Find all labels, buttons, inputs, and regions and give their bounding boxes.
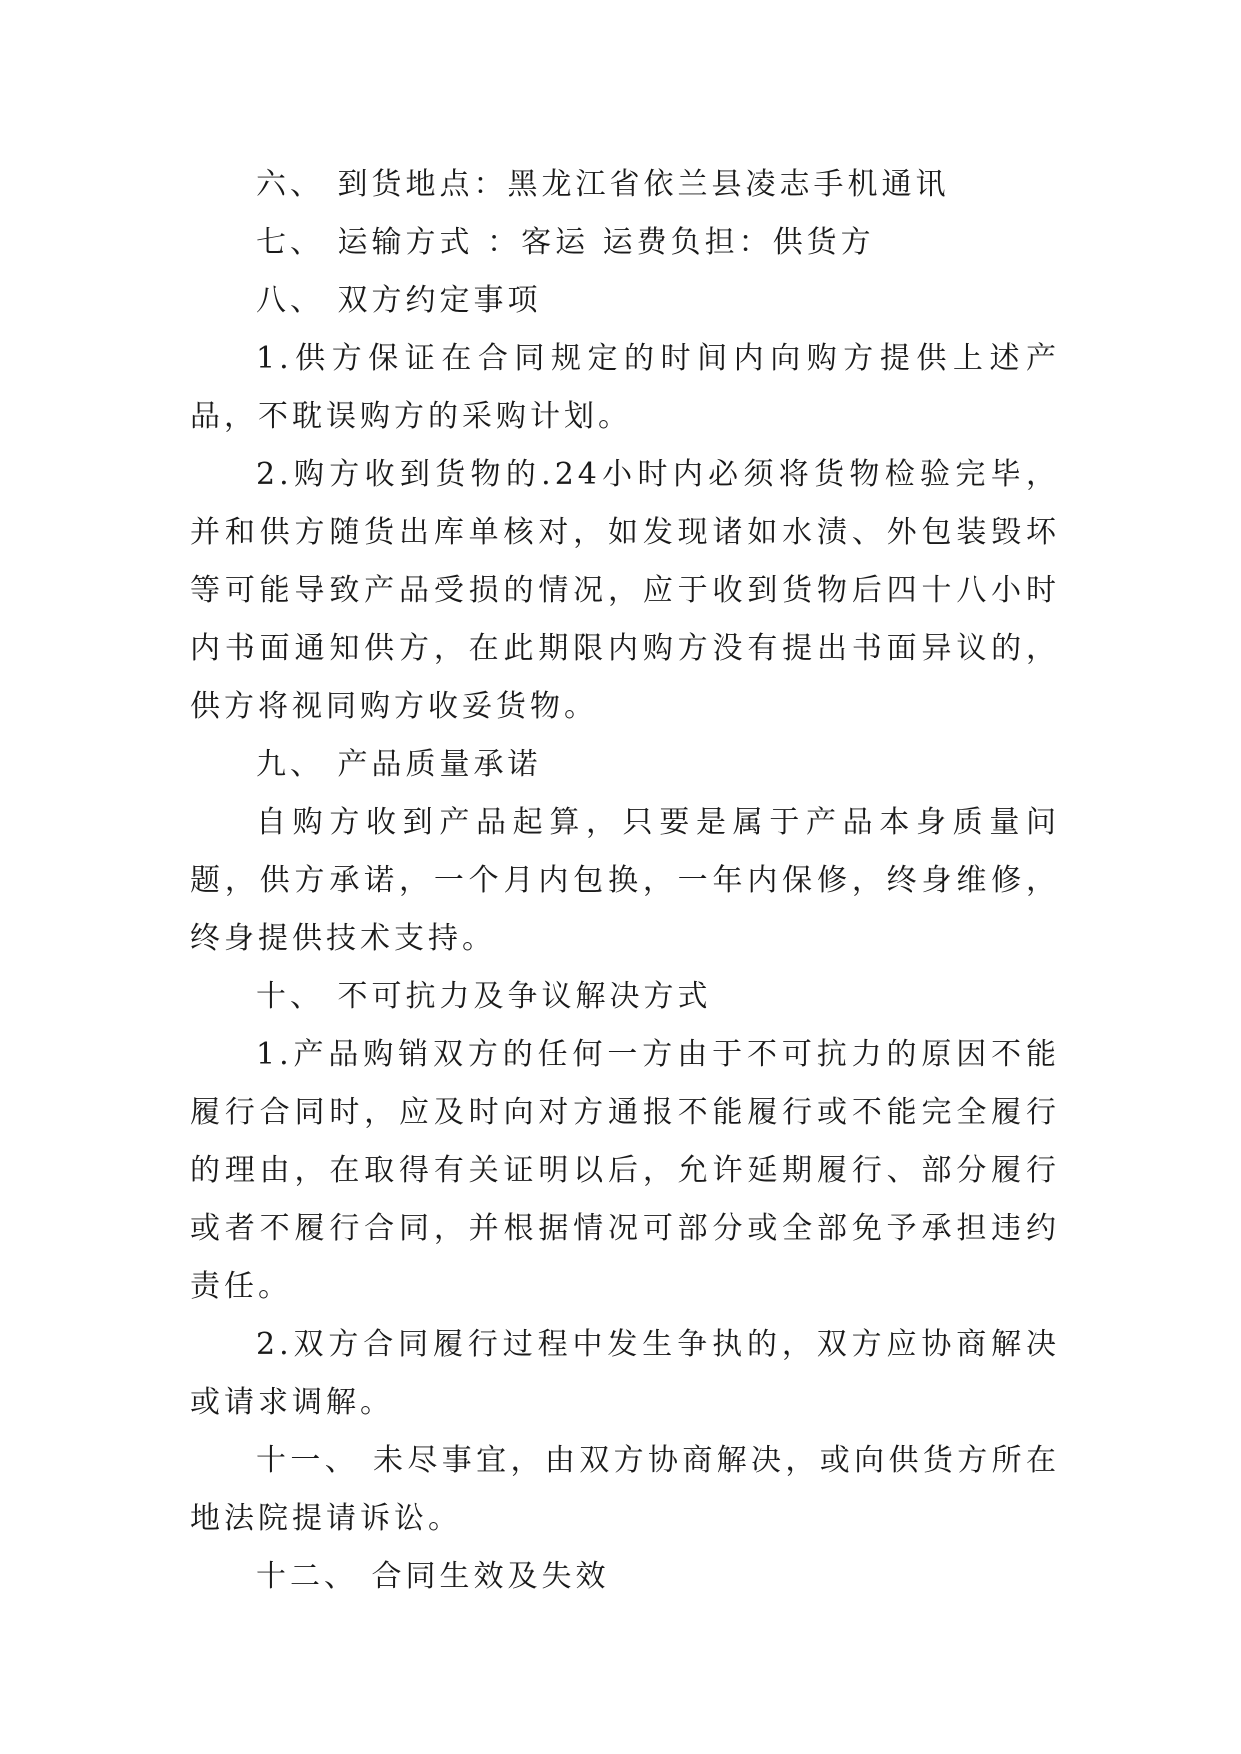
section-7-heading: 七、 运输方式 ：客运 运费负担：供货方: [256, 225, 875, 260]
section-6-heading: 六、 到货地点：黑龙江省依兰县凌志手机通讯: [256, 167, 950, 202]
section-11-body: 十一、 未尽事宜，由双方协商解决，或向供货方所在地法院提请诉讼。: [190, 1443, 1060, 1536]
document-body: [190, 156, 1060, 1606]
section-8-heading: 八、 双方约定事项: [256, 283, 542, 318]
section-10-clause-1: 1.产品购销双方的任何一方由于不可抗力的原因不能履行合同时，应及时向对方通报不能履行或不能完全履行的理由，在取得有关证明以后，允许延期履行、部分履行或者不履行合同，并根据情况可部分或全部免予承担违约责任。: [190, 1037, 1060, 1304]
section-10-heading: 十、 不可抗力及争议解决方式: [256, 979, 712, 1014]
section-12-heading: 十二、 合同生效及失效: [256, 1559, 610, 1594]
section-10-clause-2: 2.双方合同履行过程中发生争执的，双方应协商解决或请求调解。: [190, 1327, 1060, 1420]
section-8-clause-1: 1.供方保证在合同规定的时间内向购方提供上述产品，不耽误购方的采购计划。: [190, 341, 1060, 434]
section-9-body: 自购方收到产品起算，只要是属于产品本身质量问题，供方承诺，一个月内包换，一年内保修，终身维修，终身提供技术支持。: [190, 805, 1060, 956]
section-8-clause-2: 2.购方收到货物的.24小时内必须将货物检验完毕，并和供方随货出库单核对，如发现诸如水渍、外包装毁坏等可能导致产品受损的情况，应于收到货物后四十八小时内书面通知供方，在此期限内购方没有提出书面异议的，供方将视同购方收妥货物。: [190, 457, 1060, 724]
section-9-heading: 九、 产品质量承诺: [256, 747, 542, 782]
